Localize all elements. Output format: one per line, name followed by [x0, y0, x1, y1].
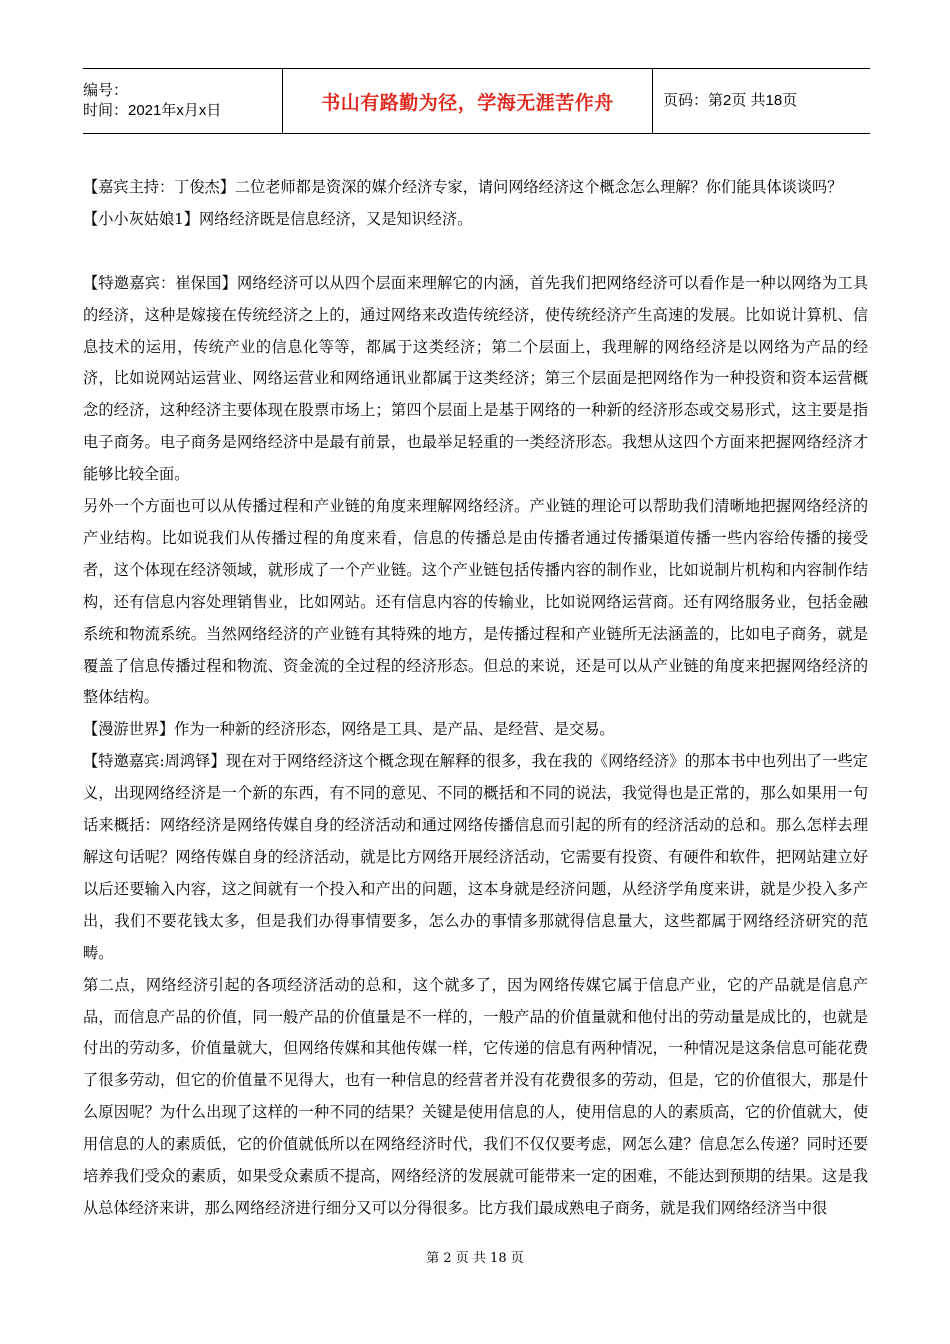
paragraph-host-question: 【嘉宾主持：丁俊杰】二位老师都是资深的媒介经济专家，请问网络经济这个概念怎么理解？你们能具体谈谈吗？ [83, 178, 843, 196]
page-footer: 第 2 页 共 18 页 [426, 1251, 524, 1266]
paragraph-zhou-hongduo: 【特邀嘉宾:周鸿铎】现在对于网络经济这个概念现在解释的很多，我在我的《网络经济》的那本书中也列出了一些定义，出现网络经济是一个新的东西，有不同的意见、不同的概括和不同的说法，我觉得也是正常的，那么如果用一句话来概括：网络经济是网络传媒自身的经济活动和通过网络传播信息而引起的所有的经济活动的总和。那么怎样去理解这句话呢？网络传媒自身的经济活动，就是比方网络开展经济活动，它需要有投资、有硬件和软件，把网站建立好以后还要输入内容，这之间就有一个投入和产出的问题，这本身就是经济问题，从经济学角度来讲，就是少投入多产出，我们不要花钱太多，但是我们办得事情要多，怎么办的事情多那就得信息量大，这些都属于网络经济研究的范畴。 [83, 752, 868, 962]
body-text [83, 172, 868, 1225]
paragraph-cui-baoguo: 【特邀嘉宾：崔保国】网络经济可以从四个层面来理解它的内涵，首先我们把网络经济可以看作是一种以网络为工具的经济，这种是嫁接在传统经济之上的，通过网络来改造传统经济，使传统经济产生高速的发展。比如说计算机、信息技术的运用，传统产业的信息化等等，都属于这类经济；第二个层面上，我理解的网络经济是以网络为产品的经济，比如说网站运营业、网络运营业和网络通讯业都属于这类经济；第三个层面是把网络作为一种投资和资本运营概念的经济，这种经济主要体现在股票市场上；第四个层面上是基于网络的一种新的经济形态或交易形式，这主要是指电子商务。电子商务是网络经济中是最有前景，也最举足轻重的一类经济形态。我想从这四个方面来把握网络经济才能够比较全面。 [83, 273, 868, 484]
header-page-cell [653, 69, 871, 134]
header-motto-cell [283, 69, 653, 134]
paragraph-comment-1: 【小小灰姑娘1】网络经济既是信息经济，又是知识经济。 [83, 209, 473, 228]
paragraph-industry-chain: 另外一个方面也可以从传播过程和产业链的角度来理解网络经济。产业链的理论可以帮助我们清晰地把握网络经济的产业结构。比如说我们从传播过程的角度来看，信息的传播总是由传播者通过传播渠道传播一些内容给传播的接受者，这个体现在经济领域，就形成了一个产业链。这个产业链包括传播内容的制作业，比如说制片机构和内容制作结构，还有信息内容处理销售业，比如网站。还有信息内容的传输业，比如说网络运营商。还有网络服务业，包括金融系统和物流系统。当然网络经济的产业链有其特殊的地方，是传播过程和产业链所无法涵盖的，比如电子商务，就是覆盖了信息传播过程和物流、资金流的全过程的经济形态。但总的来说，还是可以从产业链的角度来把握网络经济的整体结构。 [83, 497, 868, 707]
document-time-label: 时间：2021年x月x日 [83, 102, 222, 119]
page-header [83, 68, 870, 134]
header-motto: 书山有路勤为径，学海无涯苦作舟 [321, 91, 614, 114]
paragraph-second-point: 第二点，网络经济引起的各项经济活动的总和，这个就多了，因为网络传媒它属于信息产业，它的产品就是信息产品，而信息产品的价值，同一般产品的价值量是不一样的，一般产品的价值量就和他付出的劳动量是成比的，也就是付出的劳动多，价值量就大，但网络传媒和其他传媒一样，它传递的信息有两种情况，一种情况是这条信息可能花费了很多劳动，但它的价值量不见得大，也有一种信息的经营者并没有花费很多的劳动，但是，它的价值很大，那是什么原因呢？为什么出现了这样的一种不同的结果？关键是使用信息的人，使用信息的人的素质高，它的价值就大，使用信息的人的素质低，它的价值就低所以在网络经济时代，我们不仅仅要考虑，网怎么建？信息怎么传递？同时还要培养我们受众的素质，如果受众素质不提高，网络经济的发展就可能带来一定的困难，不能达到预期的结果。这是我从总体经济来讲，那么网络经济进行细分又可以分得很多。比方我们最成熟电子商务，就是我们网络经济当中很 [83, 975, 868, 1217]
document-number-label: 编号： [83, 82, 129, 99]
header-page-number: 页码：第2页 共18页 [663, 92, 798, 109]
header-info-cell [83, 69, 283, 134]
paragraph-comment-2: 【漫游世界】作为一种新的经济形态，网络是工具、是产品、是经营、是交易。 [83, 720, 615, 739]
